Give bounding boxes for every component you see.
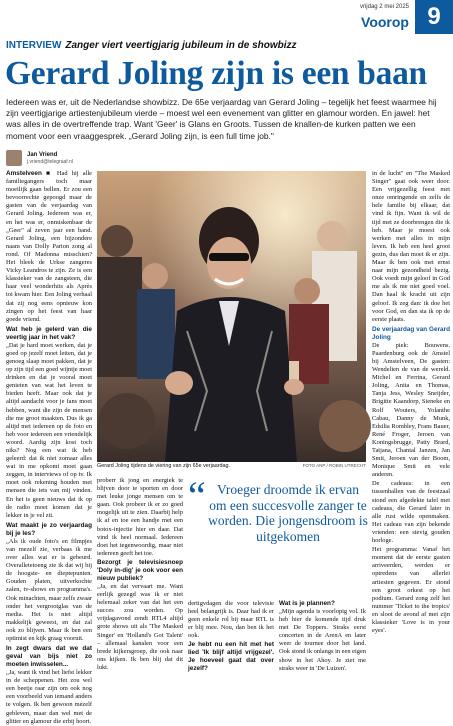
answer-4: „Ja, en dat vervaart me. Want eerlijk gezegd was ik er niet helemaal zeker van dat het een succes zou worden. Op vrijdagavond zendt RTL4 altijd grote shows uit als 'The Masked Singer' en 'Holland's Got Talent' – allemaal kanalen voor een brede kijkersgroep, die ook naar ons kijken. Ik ben blij dat dit lukt. — [97, 582, 183, 671]
quote-mark-icon: “ — [188, 473, 206, 518]
question-1: Wat heb je gelerd van die veertig jaar in het vak? — [6, 325, 92, 341]
party-photo-illustration — [97, 171, 366, 462]
article-photo — [97, 171, 366, 462]
kicker-tag: INTERVIEW — [6, 40, 62, 51]
info-guests: De piek: Bouwens. Paardenburg ook de Amstel bij Amstelveen, De gasten: Wendelien de van de wereld. Michel en Ferrina, Gerard Joling, Anita en Thomas, Tanja Jess, Wesley Sneijder, Brigitte Kaandorp, Sieneke en Rolf Wouters, Yolanthe Cabau, Danny de Munk, Edsilia Rombley, Frans Bauer, René Froger, Jeroen van Koningsbrugge, Patty Brard, Tatjana, Chantal Janzen, Jan Smit, Jeroen van der Boom, Monique Smit en vele anderen. — [372, 341, 450, 479]
article-column-1 — [6, 170, 92, 725]
info-programme: Het programma: Vanaf het moment dat de eerste gasten arriveerden, werden er optredens van allerlei artiesten gegeven. Er stond een groot orkest op het podium. Gerard zong zelf het nummer 'Ticket to the tropics' en sloot de avond af met zijn klassieker 'Love is in your eyes'. — [372, 546, 450, 635]
question-6: Wat is je plannen? — [279, 600, 335, 607]
caption-text: Gerard Joling tijdens de viering van zijn 65e verjaardag. — [97, 463, 231, 469]
photo-caption — [97, 463, 366, 473]
author-avatar — [6, 150, 22, 166]
section-name: Voorop — [361, 14, 409, 30]
dateline: Amstelveen — [6, 170, 42, 177]
photo-credit: FOTO ANP / ROBIN UTRECHT — [302, 463, 366, 468]
answer-3: „Ja, want ik vind het liefst lekker in de scheppenen. Het zou wel een beetje raar zijn om ook nog een voorbeeld van iemand anders te volgen. Ik ben gewoon mezelf gebleven, maar dan wel met de glitter en glamour die erbij hoort. — [6, 669, 92, 725]
answer-2: „Als ik oude foto's en filmpjes van mezelf zie, verbaas ik me over alles wat er is gebeurd. Overalletetoeng zie ik dat wij bij de hoogste- en dieptepunten. Gouden platen, uitverkochte zalen, tv-shows en programma's. Ook minachten, maar zelfs zwaar onder het vergrootglas van de media. Het is niet altijd makkelijk geweest, en dat zal ook zo blijven. Maar ik ben een optimist en kijk graag vooruit. — [6, 537, 92, 642]
question-4: Bezorgt je televisiesnoep 'Doly in-dig' je ook voor een nieuw publiek? — [97, 558, 183, 582]
lead-paragraph: Iedereen was er, uit de Nederlandse showbizz. De 65e verjaardag van Gerard Joling – tegelijk het feest waarmee hij zijn veertigjarige artiestenjubileum vierde – moest wel een evenement van glitter en glamour worden. En jawel: het was alles in de overtreffende trap. Want 'Geer' is Glans en Groots. Tussen de knallen-de kurken patten we een moment voor een vraaggesprek. „Gerard Joling zijn, is een full time job." — [6, 97, 437, 141]
page-header — [0, 0, 453, 34]
kicker — [6, 40, 297, 51]
answer-6: „Mijn agenda is voorlopig vol. Ik heb hier de komende tijd druk met De Toppers. Straks eerst concerten in de ArenA en later weer de tournee door het land. Ook stond ik onlangs in een eigen show in het Ahoy. Je ziet me straks weer in 'De Luizen'. — [279, 608, 366, 672]
question-2: Wat maakt je zo verjaardag bij je les? — [6, 521, 92, 537]
col3-text: dertigvdagen die voor televisie heel belangrijk is. Daar had ik er geen enkele rol bij maar RTL is er blij mee. Nou, dan ben ik het ook. — [188, 600, 274, 640]
answer-1: „Dat je hard moet werken, dat je goed op jezelf moet letten, dat je genoeg slaap moet pakken, dat je op zijn tijd een goed wijntje moet drinken en dat je vooral moet genieten van wat het leven te bieden heeft. Maar ook dat je altijd aandacht voor je fans moet hebben, want die zijn de mensen die me groot maakten. Dus ik ga altijd met iedereen op de foto en heb voor iedereen een vriendelijk woord. Aardig zijn kost toch niks? Nog een wat ik heb geleerd: dat ik niet zomaar alles wat in me opkomt moet gaan zeggen, in interviews of op tv. Ik moet ook rekening houden met mensen die iets van mij vinden. En het is geen nieuws dat ik op de radio moet komen dat je lekker in je vel zit. — [6, 341, 92, 519]
pull-quote — [188, 474, 366, 598]
pull-quote-text: Vroeger droomde ik ervan om een succesvolle zanger te worden. Die jongensdroom is uitgekomen — [208, 482, 368, 544]
article-column-4 — [279, 600, 366, 672]
question-5: Je hebt nu een hit met het lied 'Ik blijf altijd vrijgezel'. Je hoeveel gaat dat over jezelf? — [188, 641, 274, 673]
author-byline — [6, 148, 73, 168]
article-column-3 — [188, 600, 274, 673]
col2-text: proberr ik jong en energiek te blijven door te sporten en door met leuke jonge mensen om te gaan. Ook probeer ik er zo goed mogelijk uit te zien. Daarbij help ik af en toe een handje met een botox-injectie hier en daar. Dat vind ik heel normaal. Iedereen doet het tegenwoordig, maar niet iedereen geeft het toe. — [97, 477, 183, 557]
article-column-right — [372, 170, 450, 636]
info-heading: De verjaardag van Gerard Joling — [372, 325, 450, 341]
col4-text: in de lucht" en "The Masked Singer" gaat ook weer door. Een vrijgezellig feest met onze omringende en zelfs de hele familie bij elkaar, dat vind ik fijn. Want ik wil de tijd met ze doorbrengen die ik heb. Maar je moest ook werken met alles in mijn leven. Ik heb een heel groot gezin, dus dan moet ik er zijn. Maar ik ben ook met ernst naar mijn gezondheid bezig. Ook voedt mijn geloof in God me als ik me niet goed voel. Dan haal ik kracht uit zijn geloof. Ik zeg dan: ik doe het voor God, en dan sta ik op de eerste plaats. — [372, 170, 450, 323]
author-name: Jan Vriend — [27, 151, 58, 158]
page-number: 9 — [415, 0, 453, 34]
col1-intro: ■ Had hij alle familiegangers toch maar moeilijk gaan bellen. Er zou een bevoorrechte gepoogd maar de gasten van de verjaardag van Gerard Joling. Iedereen was er, en het was er, onmiskenbaar de „Geer" al zeven jaar een band. Gerard Joling, een bijzondere naam van Dolly Parton zong al rond. Of Madonna misschien? Het bleek de Urkse zangeres Vicky Leandros te zijn. Ze is een klassieker van de zangsteen, die haar veel wonderhits als Après toi kwam hier. Een Joling verhaal dat zij nog eens opnieuw kon zingen op het feest van haar goede vriend. — [6, 170, 92, 323]
article-column-2 — [97, 477, 183, 671]
author-email: j.vriend@telegraaf.nl — [27, 158, 73, 165]
headline: Gerard Joling zijn is een baan — [5, 55, 427, 92]
kicker-text: Zanger viert veertigjarig jubileum in de showbizz — [65, 40, 297, 51]
issue-date: vrijdag 2 mei 2025 — [359, 4, 409, 10]
question-3: In zegt dwars dat we dat geval van bijs niet zo moeten inwisselen... — [6, 645, 92, 669]
info-gifts: De cadeaus: in een tussenhallen van de feestzaal stond een afgedekte tafel met cadeaus, die Gerard later in alle rust wilde openmaken. Het cadeau van zijn bekende vrienden: een stevig gouden horloge. — [372, 480, 450, 545]
